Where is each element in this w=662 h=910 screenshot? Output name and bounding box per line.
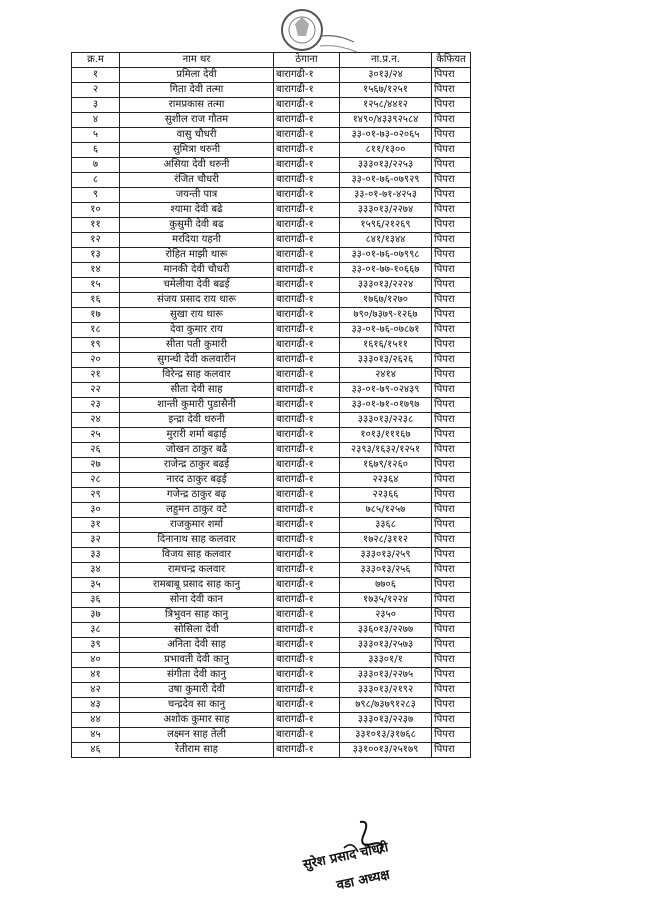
citizenship-no-cell: ३३१०१३/३१७६८ (340, 728, 432, 743)
table-row (72, 203, 471, 218)
citizenship-no-cell: १६१६/१५११ (340, 338, 432, 353)
table-row (72, 488, 471, 503)
citizenship-no-cell: ३३३०१३/२५६ (340, 563, 432, 578)
signatory-name: सुरेश प्रसाद चौधरी (301, 840, 390, 873)
table-header-row (72, 53, 471, 68)
serial-cell: ३१ (72, 518, 120, 533)
remarks-cell: पिपरा (432, 683, 471, 698)
citizenship-no-cell: १७६७/१२७० (340, 293, 432, 308)
remarks-cell: पिपरा (432, 173, 471, 188)
citizenship-no-cell: ३३-०१-७६-०७८७१ (340, 323, 432, 338)
serial-cell: १४ (72, 263, 120, 278)
address-cell: बारागढी-१ (274, 83, 340, 98)
address-cell: बारागढी-१ (274, 233, 340, 248)
serial-cell: ९ (72, 188, 120, 203)
remarks-cell: पिपरा (432, 263, 471, 278)
remarks-cell: पिपरा (432, 368, 471, 383)
table-row (72, 368, 471, 383)
citizenship-no-cell: ८११/१३०० (340, 143, 432, 158)
remarks-cell: पिपरा (432, 413, 471, 428)
name-cell: लक्ष्मन साह तेली (120, 728, 274, 743)
serial-cell: २ (72, 83, 120, 98)
serial-cell: ३७ (72, 608, 120, 623)
table-row (72, 653, 471, 668)
table-row (72, 263, 471, 278)
remarks-cell: पिपरा (432, 203, 471, 218)
table-row (72, 413, 471, 428)
serial-cell: २३ (72, 398, 120, 413)
remarks-cell: पिपरा (432, 233, 471, 248)
table-row (72, 548, 471, 563)
remarks-cell: पिपरा (432, 593, 471, 608)
remarks-cell: पिपरा (432, 428, 471, 443)
table-row (72, 743, 471, 758)
serial-cell: ५ (72, 128, 120, 143)
citizenship-no-cell: ३३६०१३/२२७७ (340, 623, 432, 638)
table-row (72, 68, 471, 83)
citizenship-no-cell: १२५८/४४१२ (340, 98, 432, 113)
citizenship-no-cell: ७९०/७३७९-१२६७ (340, 308, 432, 323)
address-cell: बारागढी-१ (274, 323, 340, 338)
name-cell: वासु चौधरी (120, 128, 274, 143)
table-row (72, 428, 471, 443)
remarks-cell: पिपरा (432, 308, 471, 323)
table-row (72, 578, 471, 593)
name-cell: सुगन्धी देवी कलवारीन (120, 353, 274, 368)
name-cell: दिनानाथ साह कलवार (120, 533, 274, 548)
table-row (72, 533, 471, 548)
citizenship-no-cell: २२३६४ (340, 473, 432, 488)
serial-cell: ३३ (72, 548, 120, 563)
citizenship-no-cell: ७८५/१२५७ (340, 503, 432, 518)
remarks-cell: पिपरा (432, 548, 471, 563)
serial-cell: ८ (72, 173, 120, 188)
citizenship-no-cell: ३३३०१३/२५९ (340, 548, 432, 563)
remarks-cell: पिपरा (432, 743, 471, 758)
serial-cell: २१ (72, 368, 120, 383)
name-cell: जोखन ठाकुर बढै (120, 443, 274, 458)
name-cell: रोहित माझी थारू (120, 248, 274, 263)
table-row (72, 83, 471, 98)
address-cell: बारागढी-१ (274, 248, 340, 263)
remarks-cell: पिपरा (432, 443, 471, 458)
address-cell: बारागढी-१ (274, 263, 340, 278)
address-cell: बारागढी-१ (274, 683, 340, 698)
name-cell: राजकुमार शर्मा (120, 518, 274, 533)
name-cell: देवा कुमार राय (120, 323, 274, 338)
address-cell: बारागढी-१ (274, 203, 340, 218)
citizenship-no-cell: १५६७/१२५१ (340, 83, 432, 98)
name-cell: अशोक कुमार साह (120, 713, 274, 728)
serial-cell: ४० (72, 653, 120, 668)
address-cell: बारागढी-१ (274, 713, 340, 728)
serial-cell: ३२ (72, 533, 120, 548)
table-row (72, 398, 471, 413)
name-cell: चमेलीया देवी बढई (120, 278, 274, 293)
address-cell: बारागढी-१ (274, 653, 340, 668)
remarks-cell: पिपरा (432, 128, 471, 143)
name-cell: जयन्ती पात्र (120, 188, 274, 203)
address-cell: बारागढी-१ (274, 338, 340, 353)
remarks-cell: पिपरा (432, 638, 471, 653)
table-body (72, 68, 471, 758)
citizenship-no-cell: ३३३०१३/२२२४ (340, 278, 432, 293)
header-remarks: कैफियत (432, 53, 471, 68)
remarks-cell: पिपरा (432, 668, 471, 683)
address-cell: बारागढी-१ (274, 98, 340, 113)
name-cell: राजेन्द्र ठाकुर बढई (120, 458, 274, 473)
serial-cell: १९ (72, 338, 120, 353)
table-row (72, 98, 471, 113)
serial-cell: २४ (72, 413, 120, 428)
table-row (72, 713, 471, 728)
citizenship-no-cell: २३५० (340, 608, 432, 623)
table-row (72, 113, 471, 128)
table-row (72, 563, 471, 578)
remarks-cell: पिपरा (432, 338, 471, 353)
table-row (72, 638, 471, 653)
remarks-cell: पिपरा (432, 353, 471, 368)
citizenship-no-cell: ३३-०१-७१-४२५३ (340, 188, 432, 203)
remarks-cell: पिपरा (432, 728, 471, 743)
table-row (72, 593, 471, 608)
table-row (72, 443, 471, 458)
citizenship-no-cell: ३०१३/२४ (340, 68, 432, 83)
citizenship-no-cell: ३३-०१-७६-०७९२९ (340, 173, 432, 188)
name-cell: प्रमिला देवी (120, 68, 274, 83)
remarks-cell: पिपरा (432, 293, 471, 308)
remarks-cell: पिपरा (432, 278, 471, 293)
citizenship-no-cell: ७७०६ (340, 578, 432, 593)
name-cell: सीता पती कुमारी (120, 338, 274, 353)
serial-cell: ४५ (72, 728, 120, 743)
remarks-cell: पिपरा (432, 488, 471, 503)
serial-cell: ४१ (72, 668, 120, 683)
address-cell: बारागढी-१ (274, 398, 340, 413)
citizenship-no-cell: ३३३०१३/२५७३ (340, 638, 432, 653)
name-cell: नारद ठाकुर बढ़ई (120, 473, 274, 488)
citizenship-no-cell: ३३३०१३/२२७४ (340, 203, 432, 218)
table-row (72, 503, 471, 518)
name-cell: सुशील राज गौतम (120, 113, 274, 128)
address-cell: बारागढी-१ (274, 368, 340, 383)
table-row (72, 473, 471, 488)
address-cell: बारागढी-१ (274, 68, 340, 83)
name-cell: संगीता देवी कानु (120, 668, 274, 683)
remarks-cell: पिपरा (432, 458, 471, 473)
serial-cell: ३९ (72, 638, 120, 653)
table-row (72, 233, 471, 248)
name-cell: इन्द्रा देवी थरुनी (120, 413, 274, 428)
address-cell: बारागढी-१ (274, 518, 340, 533)
remarks-cell: पिपरा (432, 533, 471, 548)
remarks-cell: पिपरा (432, 698, 471, 713)
citizenship-no-cell: ३३-०१-७६-०७९९८ (340, 248, 432, 263)
table-row (72, 338, 471, 353)
citizenship-no-cell: ३३३०१३/२२७५ (340, 668, 432, 683)
table-row (72, 188, 471, 203)
address-cell: बारागढी-१ (274, 623, 340, 638)
serial-cell: ४३ (72, 698, 120, 713)
address-cell: बारागढी-१ (274, 413, 340, 428)
address-cell: बारागढी-१ (274, 158, 340, 173)
address-cell: बारागढी-१ (274, 458, 340, 473)
serial-cell: ३० (72, 503, 120, 518)
address-cell: बारागढी-१ (274, 188, 340, 203)
citizenship-no-cell: २३९३/१६३२/१२५१ (340, 443, 432, 458)
serial-cell: २२ (72, 383, 120, 398)
serial-cell: २८ (72, 473, 120, 488)
name-cell: विरेन्द्र साह कलवार (120, 368, 274, 383)
table-row (72, 158, 471, 173)
address-cell: बारागढी-१ (274, 278, 340, 293)
name-cell: सीता देवी साह (120, 383, 274, 398)
name-cell: शान्ती कुमारी पुडासैनी (120, 398, 274, 413)
remarks-cell: पिपरा (432, 83, 471, 98)
serial-cell: १२ (72, 233, 120, 248)
serial-cell: ४ (72, 113, 120, 128)
remarks-cell: पिपरा (432, 653, 471, 668)
address-cell: बारागढी-१ (274, 668, 340, 683)
remarks-cell: पिपरा (432, 98, 471, 113)
address-cell: बारागढी-१ (274, 563, 340, 578)
serial-cell: २७ (72, 458, 120, 473)
name-cell: सोसिला देवी (120, 623, 274, 638)
serial-cell: २६ (72, 443, 120, 458)
remarks-cell: पिपरा (432, 518, 471, 533)
serial-cell: ४६ (72, 743, 120, 758)
table-row (72, 143, 471, 158)
table-row (72, 308, 471, 323)
citizenship-no-cell: ३३-०१-७१-०१७९७ (340, 398, 432, 413)
remarks-cell: पिपरा (432, 608, 471, 623)
address-cell: बारागढी-१ (274, 743, 340, 758)
name-cell: मुरारी शर्मा बढ़ाई (120, 428, 274, 443)
citizenship-no-cell: ३३-०१-७७-१०६६७ (340, 263, 432, 278)
name-cell: विजय साह कलवार (120, 548, 274, 563)
name-cell: चन्द्रदेव सा कानु (120, 698, 274, 713)
table-row (72, 383, 471, 398)
address-cell: बारागढी-१ (274, 608, 340, 623)
citizenship-no-cell: ३३३०१३/२१९२ (340, 683, 432, 698)
name-cell: प्रभावती देवी कानु (120, 653, 274, 668)
citizenship-no-cell: १६७९/१२६० (340, 458, 432, 473)
header-serial: क्र.म (72, 53, 120, 68)
table-row (72, 728, 471, 743)
table-row (72, 683, 471, 698)
serial-cell: ११ (72, 218, 120, 233)
address-cell: बारागढी-१ (274, 533, 340, 548)
serial-cell: ३ (72, 98, 120, 113)
serial-cell: २५ (72, 428, 120, 443)
citizenship-no-cell: ३३३०१३/२२३७ (340, 713, 432, 728)
serial-cell: ३४ (72, 563, 120, 578)
remarks-cell: पिपरा (432, 323, 471, 338)
name-cell: उषा कुमारी देवी (120, 683, 274, 698)
table-row (72, 218, 471, 233)
header-address: ठेगाना (274, 53, 340, 68)
serial-cell: ३८ (72, 623, 120, 638)
remarks-cell: पिपरा (432, 68, 471, 83)
name-cell: सोना देवी कान (120, 593, 274, 608)
serial-cell: २० (72, 353, 120, 368)
header-citizenship-no: ना.प्र.न. (340, 53, 432, 68)
serial-cell: १५ (72, 278, 120, 293)
serial-cell: १ (72, 68, 120, 83)
name-cell: रेतीराम साह (120, 743, 274, 758)
serial-cell: १० (72, 203, 120, 218)
remarks-cell: पिपरा (432, 623, 471, 638)
signature-block (300, 818, 460, 900)
table-row (72, 323, 471, 338)
remarks-cell: पिपरा (432, 248, 471, 263)
table-row (72, 608, 471, 623)
serial-cell: ३५ (72, 578, 120, 593)
table-row (72, 293, 471, 308)
name-cell: गिता देवी तत्मा (120, 83, 274, 98)
citizenship-no-cell: १०१३/१११६७ (340, 428, 432, 443)
name-cell: रामप्रकास तत्मा (120, 98, 274, 113)
remarks-cell: पिपरा (432, 113, 471, 128)
header-name: नाम थर (120, 53, 274, 68)
name-cell: रामबाबू प्रसाद साह कानु (120, 578, 274, 593)
table-row (72, 698, 471, 713)
serial-cell: १८ (72, 323, 120, 338)
table-row (72, 623, 471, 638)
serial-cell: २९ (72, 488, 120, 503)
remarks-cell: पिपरा (432, 218, 471, 233)
name-cell: रंजित चौधरी (120, 173, 274, 188)
address-cell: बारागढी-१ (274, 308, 340, 323)
table-row (72, 458, 471, 473)
serial-cell: १६ (72, 293, 120, 308)
name-cell: अनिता देवी साह (120, 638, 274, 653)
roster-table (71, 52, 471, 758)
name-cell: असिया देवी थरुनी (120, 158, 274, 173)
name-cell: रामचन्द्र कलवार (120, 563, 274, 578)
remarks-cell: पिपरा (432, 188, 471, 203)
name-cell: मरदिया यहनी (120, 233, 274, 248)
address-cell: बारागढी-१ (274, 173, 340, 188)
address-cell: बारागढी-१ (274, 593, 340, 608)
citizenship-no-cell: ७९८/७३७९१२८३ (340, 698, 432, 713)
citizenship-no-cell: २४१४ (340, 368, 432, 383)
address-cell: बारागढी-१ (274, 428, 340, 443)
name-cell: त्रिभुवन साह कानु (120, 608, 274, 623)
table-row (72, 353, 471, 368)
citizenship-no-cell: १७३५/१२२४ (340, 593, 432, 608)
remarks-cell: पिपरा (432, 713, 471, 728)
serial-cell: १७ (72, 308, 120, 323)
citizenship-no-cell: ३३६८ (340, 518, 432, 533)
address-cell: बारागढी-१ (274, 488, 340, 503)
address-cell: बारागढी-१ (274, 218, 340, 233)
remarks-cell: पिपरा (432, 578, 471, 593)
table-row (72, 173, 471, 188)
address-cell: बारागढी-१ (274, 353, 340, 368)
serial-cell: ७ (72, 158, 120, 173)
remarks-cell: पिपरा (432, 383, 471, 398)
name-cell: लहुमन ठाकुर वटे (120, 503, 274, 518)
remarks-cell: पिपरा (432, 473, 471, 488)
remarks-cell: पिपरा (432, 158, 471, 173)
table-row (72, 518, 471, 533)
citizenship-no-cell: ३३-०१-७९-०२४३९ (340, 383, 432, 398)
serial-cell: ४४ (72, 713, 120, 728)
address-cell: बारागढी-१ (274, 143, 340, 158)
name-cell: सुमित्रा थरुनी (120, 143, 274, 158)
address-cell: बारागढी-१ (274, 638, 340, 653)
address-cell: बारागढी-१ (274, 113, 340, 128)
remarks-cell: पिपरा (432, 503, 471, 518)
citizenship-no-cell: ३३३०१३/२६२६ (340, 353, 432, 368)
address-cell: बारागढी-१ (274, 293, 340, 308)
serial-cell: ३६ (72, 593, 120, 608)
serial-cell: ४२ (72, 683, 120, 698)
citizenship-no-cell: १५९६/२१२६९ (340, 218, 432, 233)
serial-cell: ६ (72, 143, 120, 158)
citizenship-no-cell: ८४१/१३४४ (340, 233, 432, 248)
table-row (72, 278, 471, 293)
remarks-cell: पिपरा (432, 143, 471, 158)
remarks-cell: पिपरा (432, 563, 471, 578)
address-cell: बारागढी-१ (274, 698, 340, 713)
remarks-cell: पिपरा (432, 398, 471, 413)
name-cell: श्यामा देवी बढे (120, 203, 274, 218)
address-cell: बारागढी-१ (274, 473, 340, 488)
citizenship-no-cell: ३३१००१३/२५१७९ (340, 743, 432, 758)
citizenship-no-cell: २२३६६ (340, 488, 432, 503)
table-row (72, 128, 471, 143)
table-row (72, 248, 471, 263)
citizenship-no-cell: ३३३०१३/२२५३ (340, 158, 432, 173)
citizenship-no-cell: ३३३०१३/२२३८ (340, 413, 432, 428)
signatory-title: वडा अध्यक्ष (335, 867, 392, 894)
address-cell: बारागढी-१ (274, 578, 340, 593)
table-row (72, 668, 471, 683)
address-cell: बारागढी-१ (274, 503, 340, 518)
address-cell: बारागढी-१ (274, 443, 340, 458)
citizenship-no-cell: ३३३०१/१ (340, 653, 432, 668)
name-cell: मानकी देवी चौधरी (120, 263, 274, 278)
address-cell: बारागढी-१ (274, 728, 340, 743)
name-cell: संजय प्रसाद राय थारू (120, 293, 274, 308)
address-cell: बारागढी-१ (274, 548, 340, 563)
address-cell: बारागढी-१ (274, 383, 340, 398)
citizenship-no-cell: १४९०/४३३९२५८४ (340, 113, 432, 128)
citizenship-no-cell: ३३-०१-७३-०२०६५ (340, 128, 432, 143)
name-cell: गजेन्द्र ठाकुर बढ़ (120, 488, 274, 503)
name-cell: कुसुमी देवी बढ (120, 218, 274, 233)
citizenship-no-cell: १७२८/३११२ (340, 533, 432, 548)
name-cell: सुखा राय थारू (120, 308, 274, 323)
serial-cell: १३ (72, 248, 120, 263)
address-cell: बारागढी-१ (274, 128, 340, 143)
